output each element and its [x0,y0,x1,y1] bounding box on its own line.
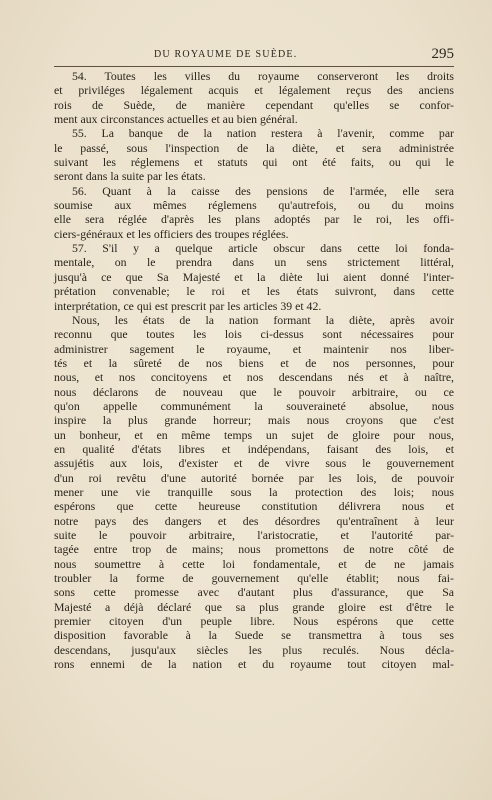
header-rule [54,66,454,67]
text-line: nous, et nos concitoyens et nos descendans nés et à naître, [54,370,454,385]
text-line: Nous, les états de la nation formant la diète, après avoir [72,312,454,327]
text-line: espérons que cette heureuse constitution délivrera nous et [54,499,454,514]
text-line: reconnu que toutes les lois ci-dessus sont nécessaires pour [54,327,454,342]
paragraph [54,69,454,126]
text-line: en qualité d'états libres et indépendans, faisant des lois, et [54,441,454,456]
text-line: sons cette promesse avec d'autant plus d'assurance, que Sa [54,585,454,600]
paragraph [54,241,454,313]
text-line: troubler la forme de gouvernement qu'elle établit; nous fai- [54,571,454,586]
page-number: 295 [431,46,454,62]
text-line: mener une vie tranquille sous la protection des lois; nous [54,484,454,499]
text-line: et priviléges légalement acquis et légalement reçus des anciens [54,83,454,98]
text-line: 56. Quant à la caisse des pensions de l'armée, elle sera [72,183,454,198]
text-line: d'un roi revêtu d'une autorité bornée par les lois, de pouvoir [54,470,454,485]
text-line: nous soumettre à cette loi fondamentale, et de ne jamais [54,556,454,571]
text-line: suivant les réglemens et statuts qui ont été faits, ou qui le [54,155,454,170]
text-line: rois de Suède, de manière cependant qu'elles se confor- [54,97,454,112]
text-line: mentale, on le prendra dans un sens strictement littéral, [54,255,454,270]
text-line: elle sera réglée d'après les plans adoptés par le roi, les offi- [54,212,454,227]
text-line: ciers-généraux et les officiers des troupes réglées. [54,226,289,241]
paragraph [54,184,454,241]
text-line: 57. S'il y a quelque article obscur dans cette loi fonda- [72,241,454,256]
text-line: 54. Toutes les villes du royaume conserveront les droits [72,69,454,83]
text-line: qu'on appelle communément la souveraineté absolue, nous [54,398,454,413]
body-text [54,69,454,671]
paragraph [54,126,454,183]
text-line: ment aux circonstances actuelles et au bien général. [54,112,298,127]
text-line: tagée entre trop de mains; nous promettons de notre côté de [54,542,454,557]
text-line: interprétation, ce qui est prescrit par les articles 39 et 42. [54,298,322,313]
paragraph [54,313,454,672]
text-line: administrer sagement le royaume, et maintenir nos liber- [54,341,454,356]
text-line: nous déclarons de nouveau que le pouvoir arbitraire, ou ce [54,384,454,399]
text-line: prétation convenable; le roi et les états suivront, dans cette [54,284,454,299]
text-line: Majesté a déjà déclaré que sa plus grande gloire est d'être le [54,599,454,614]
text-line: un bonheur, et en même temps un sujet de gloire pour nous, [54,427,454,442]
text-line: 55. La banque de la nation restera à l'avenir, comme par [72,126,454,141]
text-line: premier citoyen d'un peuple libre. Nous espérons que cette [54,614,454,629]
text-line: descendans, jusqu'aux siècles les plus reculés. Nous décla- [54,642,454,657]
text-line: seront dans la suite par les états. [54,169,206,184]
text-line: soumise aux mêmes réglemens qu'autrefois, ou du moins [54,198,454,213]
running-title: DU ROYAUME DE SUÈDE. [154,49,298,60]
text-line: notre pays des dangers et des désordres qu'entraînent à leur [54,513,454,528]
text-line: le passé, sous l'inspection de la diète, et sera administrée [54,140,454,155]
text-line: rons ennemi de la nation et du royaume tout citoyen mal- [54,657,454,672]
text-line: suite le pouvoir arbitraire, l'aristocratie, et l'autorité par- [54,528,454,542]
text-line: tés et la sûreté de nos biens et de nos personnes, pour [54,355,454,370]
text-line: inspire la plus grande horreur; mais nous croyons que c'est [54,413,454,428]
text-line: disposition favorable à la Suede se transmettra à tous ses [54,628,454,643]
page-header [54,47,454,67]
text-line: assujétis aux lois, d'exister et de vivre sous le gouvernement [54,456,454,471]
text-line: jusqu'à ce que Sa Majesté et la diète lui aient donné l'inter- [54,269,454,284]
